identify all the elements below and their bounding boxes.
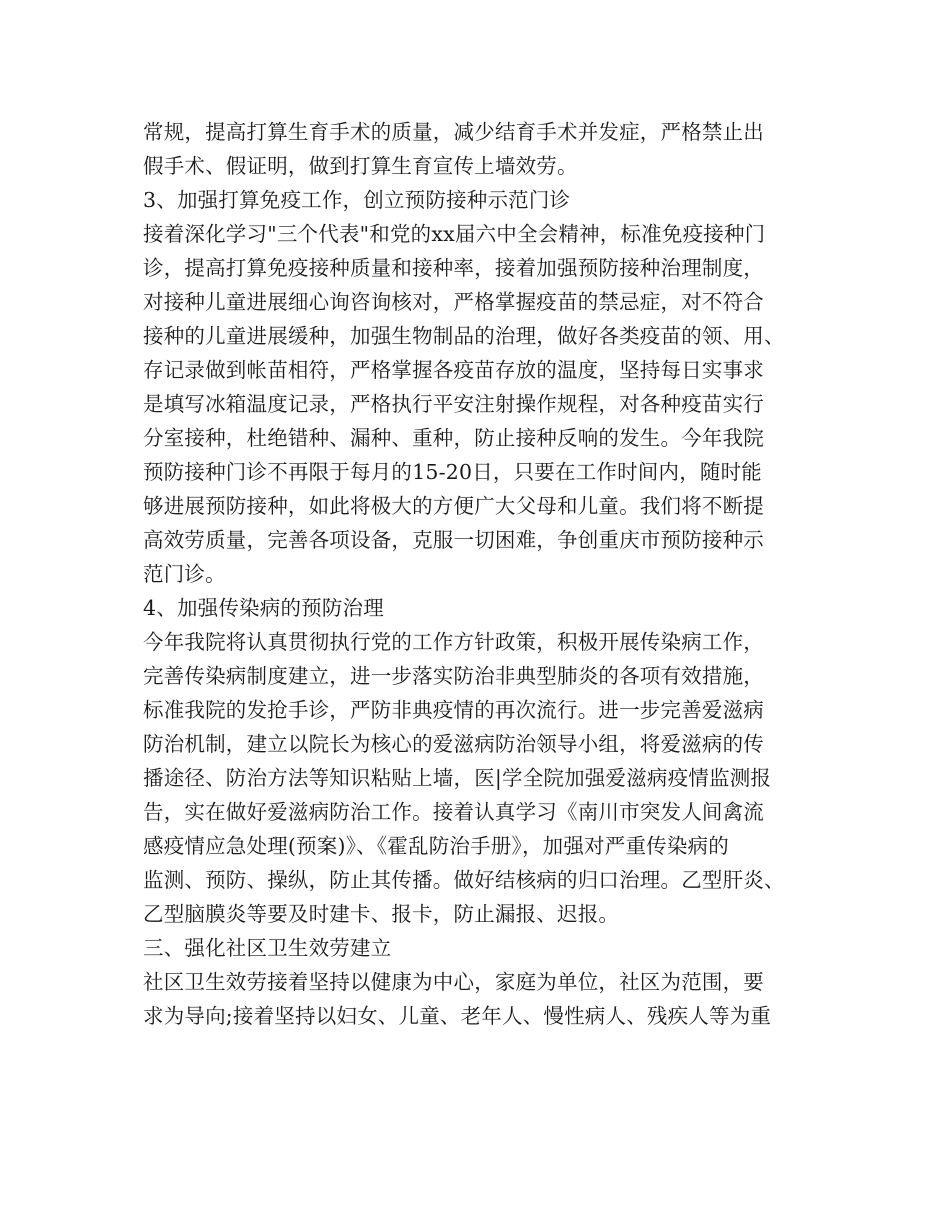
text-line: 防治机制，建立以院长为核心的爱滋病防治领导小组，将爱滋病的传 (143, 732, 764, 756)
text-line: 社区卫生效劳接着坚持以健康为中心，家庭为单位，社区为范围，要 (143, 970, 764, 994)
text-line: 范门诊。 (143, 562, 226, 586)
text-line: 常规，提高打算生育手术的质量，减少结育手术并发症，严格禁止出 (143, 120, 764, 144)
text-line: 诊，提高打算免疫接种质量和接种率，接着加强预防接种治理制度， (143, 256, 764, 280)
section-heading: 三、强化社区卫生效劳建立 (143, 936, 392, 960)
section-heading: 4、加强传染病的预防治理 (143, 596, 384, 620)
text-line: 够进展预防接种，如此将极大的方便广大父母和儿童。我们将不断提 (143, 494, 764, 518)
text-line: 监测、预防、操纵，防止其传播。做好结核病的归口治理。乙型肝炎、 (143, 868, 785, 892)
text-line: 接种的儿童进展缓种，加强生物制品的治理，做好各类疫苗的领、用、 (143, 324, 785, 348)
text-line: 假手术、假证明，做到打算生育宣传上墙效劳。 (143, 154, 578, 178)
text-line: 预防接种门诊不再限于每月的15-20日，只要在工作时间内，随时能 (143, 460, 762, 484)
document-body (143, 115, 833, 1033)
text-line: 是填写冰箱温度记录，严格执行平安注射操作规程，对各种疫苗实行 (143, 392, 764, 416)
text-line: 完善传染病制度建立，进一步落实防治非典型肺炎的各项有效措施， (143, 664, 764, 688)
section-heading: 3、加强打算免疫工作，创立预防接种示范门诊 (143, 188, 571, 212)
text-line: 播途径、防治方法等知识粘贴上墙，医|学全院加强爱滋病疫情监测报 (143, 766, 772, 790)
text-line: 存记录做到帐苗相符，严格掌握各疫苗存放的温度，坚持每日实事求 (143, 358, 764, 382)
text-line: 对接种儿童进展细心询咨询核对，严格掌握疫苗的禁忌症，对不符合 (143, 290, 764, 314)
text-line: 乙型脑膜炎等要及时建卡、报卡，防止漏报、迟报。 (143, 902, 620, 926)
text-line: 今年我院将认真贯彻执行党的工作方针政策，积极开展传染病工作， (143, 630, 764, 654)
text-line: 感疫情应急处理(预案)》、《霍乱防治手册》，加强对严重传染病的 (143, 834, 729, 858)
text-line: 标准我院的发抢手诊，严防非典疫情的再次流行。进一步完善爱滋病 (143, 698, 764, 722)
text-line: 求为导向;接着坚持以妇女、儿童、老年人、慢性病人、残疾人等为重 (143, 1004, 772, 1028)
text-line: 接着深化学习"三个代表"和党的xx届六中全会精神，标准免疫接种门 (143, 222, 766, 246)
text-line: 高效劳质量，完善各项设备，克服一切困难，争创重庆市预防接种示 (143, 528, 764, 552)
text-line: 告，实在做好爱滋病防治工作。接着认真学习《南川市突发人间禽流 (143, 800, 764, 824)
text-line: 分室接种，杜绝错种、漏种、重种，防止接种反响的发生。今年我院 (143, 426, 764, 450)
